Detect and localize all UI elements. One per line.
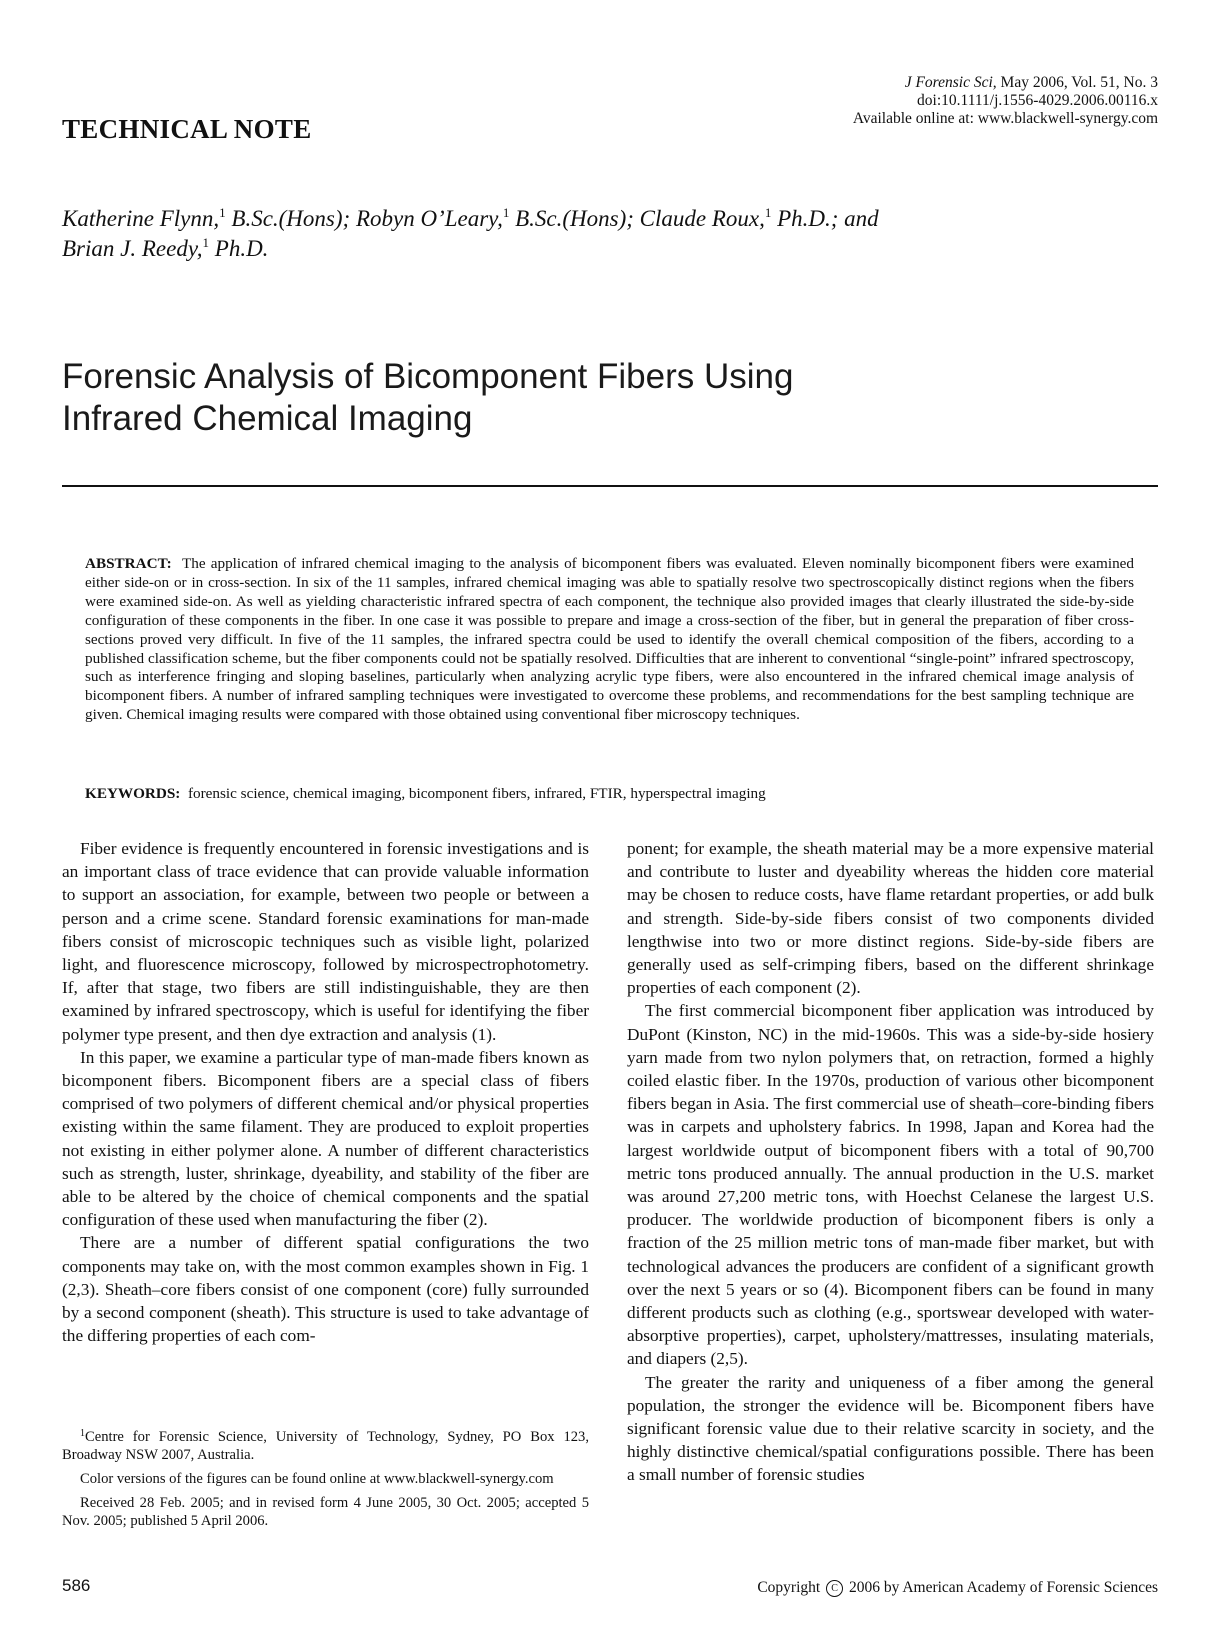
footnote-text: Centre for Forensic Science, University of Technology, Sydney, PO Box 123, Broadway NSW 2007, Australia.	[62, 1429, 589, 1463]
abstract-text: The application of infrared chemical imaging to the analysis of bicomponent fibers was evaluated. Eleven nominally bicomponent fibers were examined either side-on or in cross-section. In six of the 11 samples, infrared chemical imaging was able to spatially resolve two spectroscopically distinct regions when the fibers were examined side-on. As well as yielding characteristic infrared spectra of each component, the technique also provided images that clearly illustrated the side-by-side configuration of these components in the fiber. In one case it was possible to prepare and image a cross-section of the fiber, but in general the preparation of fiber cross-sections proved very difficult. In five of the 11 samples, the infrared spectra could be used to identify the overall chemical composition of the fibers, according to a published classification scheme, but the fiber components could not be spatially resolved. Difficulties that are inherent to conventional “single-point” infrared spectroscopy, such as interference fringing and sloping baselines, particularly when analyzing acrylic type fibers, were also encountered in the infrared chemical image analysis of bicomponent fibers. A number of infrared sampling techniques were investigated to overcome these problems, and recommendations for the best sampling technique are given. Chemical imaging results were compared with those obtained using conventional fiber microscopy techniques.	[85, 555, 1134, 724]
title-divider	[62, 485, 1158, 487]
body-paragraph: ponent; for example, the sheath material may be a more expensive material and contribute to luster and dyeability whereas the hidden core material may be chosen to reduce costs, have flame retardant properties, or add bulk and strength. Side-by-side fibers consist of two components divided lengthwise into two or more distinct regions. Side-by-side fibers are generally used as self-crimping fibers, based on the different shrinkage properties of each component (2).	[627, 839, 1154, 998]
journal-doi: doi:10.1111/j.1556-4029.2006.00116.x	[917, 92, 1158, 109]
body-paragraph: Fiber evidence is frequently encountered in forensic investigations and is an important class of trace evidence that can provide valuable information to support an association, for example, between two people or between a person and a crime scene. Standard forensic examinations for man-made fibers consist of microscopic techniques such as visible light, polarized light, and fluorescence microscopy, followed by microspectrophotometry. If, after that stage, two fibers are still indistinguishable, they are then examined by infrared spectroscopy, which is useful for identifying the fiber polymer type present, and then dye extraction and analysis (1).	[62, 839, 589, 1044]
affiliation-mark: 1	[502, 205, 510, 220]
page-number: 586	[62, 1576, 91, 1595]
copyright-text: 2006 by American Academy of Forensic Sciences	[848, 1579, 1158, 1596]
section-label: TECHNICAL NOTE	[62, 114, 312, 144]
author-name: Katherine Flynn,	[62, 206, 220, 231]
journal-citation	[853, 74, 1158, 92]
footnote-color-note: Color versions of the figures can be found online at www.blackwell-synergy.com	[80, 1471, 554, 1487]
footnote-received: Received 28 Feb. 2005; and in revised form 4 June 2005, 30 Oct. 2005; accepted 5 Nov. 2005; published 5 April 2006.	[62, 1495, 589, 1529]
author-list	[62, 204, 1162, 264]
affiliation-mark: 1	[202, 235, 210, 250]
journal-issue: May 2006, Vol. 51, No. 3	[1000, 74, 1158, 91]
body-column-right	[627, 837, 1154, 1487]
body-column-left	[62, 837, 589, 1347]
author-degree: B.Sc.(Hons);	[225, 206, 356, 231]
author-name: Robyn O’Leary,	[355, 206, 503, 231]
body-paragraph: The first commercial bicomponent fiber application was introduced by DuPont (Kinston, NC) in the mid-1960s. This was a side-by-side hosiery yarn made from two nylon polymers that, on retraction, formed a highly coiled elastic fiber. In the 1970s, production of various other bicomponent fibers began in Asia. The first commercial use of sheath–core-binding fibers was in carpets and upholstery fabrics. In 1998, Japan and Korea had the largest worldwide output of bicomponent fibers with a total of 90,700 metric tons produced annually. The annual production in the U.S. market was around 27,200 metric tons, with Hoechst Celanese the largest U.S. producer. The worldwide production of bicomponent fibers is only a fraction of the 25 million metric tons of man-made fiber market, but with technological advances the producers are confident of a significant growth over the next 5 years or so (4). Bicomponent fibers can be found in many different products such as clothing (e.g., sportswear developed with water-absorptive properties), carpet, upholstery/mattresses, insulating materials, and diapers (2,5).	[627, 1001, 1154, 1369]
author-name: Claude Roux,	[639, 206, 765, 231]
body-paragraph: There are a number of different spatial configurations the two components may take on, with the most common examples shown in Fig. 1 (2,3). Sheath–core fibers consist of one component (core) fully surrounded by a second component (sheath). This structure is used to take advantage of the differing properties of each com-	[62, 1233, 589, 1346]
copyright-symbol: C	[826, 1580, 843, 1597]
affiliation-mark: 1	[764, 205, 772, 220]
body-paragraph: The greater the rarity and uniqueness of a fiber among the general population, the stronger the evidence will be. Bicomponent fibers have significant forensic value due to their relative scarcity in society, and the highly distinctive chemical/spatial configurations possible. There has been a small number of forensic studies	[627, 1372, 1154, 1485]
author-degree: Ph.D.	[209, 236, 269, 261]
keywords	[85, 785, 1134, 803]
keywords-label: KEYWORDS:	[85, 785, 181, 802]
journal-info	[853, 74, 1158, 128]
abstract-label: ABSTRACT:	[85, 555, 172, 572]
author-degree: Ph.D.; and	[771, 206, 879, 231]
affiliation-mark: 1	[219, 205, 226, 220]
footnote-mark: 1	[80, 1428, 85, 1439]
title-line: Infrared Chemical Imaging	[62, 399, 473, 438]
journal-online: Available online at: www.blackwell-synergy.com	[852, 110, 1158, 127]
copyright-line	[757, 1579, 1158, 1597]
journal-name: J Forensic Sci,	[904, 74, 997, 91]
abstract	[85, 555, 1134, 725]
keywords-text: forensic science, chemical imaging, bicomponent fibers, infrared, FTIR, hyperspectral imaging	[187, 785, 766, 802]
article-title	[62, 356, 1062, 440]
author-degree: B.Sc.(Hons);	[509, 206, 640, 231]
footnotes	[62, 1428, 589, 1536]
body-paragraph: In this paper, we examine a particular type of man-made fibers known as bicomponent fibers. Bicomponent fibers are a special class of fibers comprised of two polymers of different chemical and/or physical properties existing within the same filament. They are produced to exploit properties not existing in either polymer alone. A number of different characteristics such as strength, luster, shrinkage, dyeability, and stability of the fiber are able to be altered by the choice of chemical components and the spatial configuration of these used when manufacturing the fiber (2).	[62, 1047, 589, 1230]
title-line: Forensic Analysis of Bicomponent Fibers Using	[62, 357, 794, 396]
copyright-prefix: Copyright	[757, 1579, 821, 1596]
author-name: Brian J. Reedy,	[62, 236, 203, 261]
footnote-affiliation	[62, 1428, 589, 1464]
